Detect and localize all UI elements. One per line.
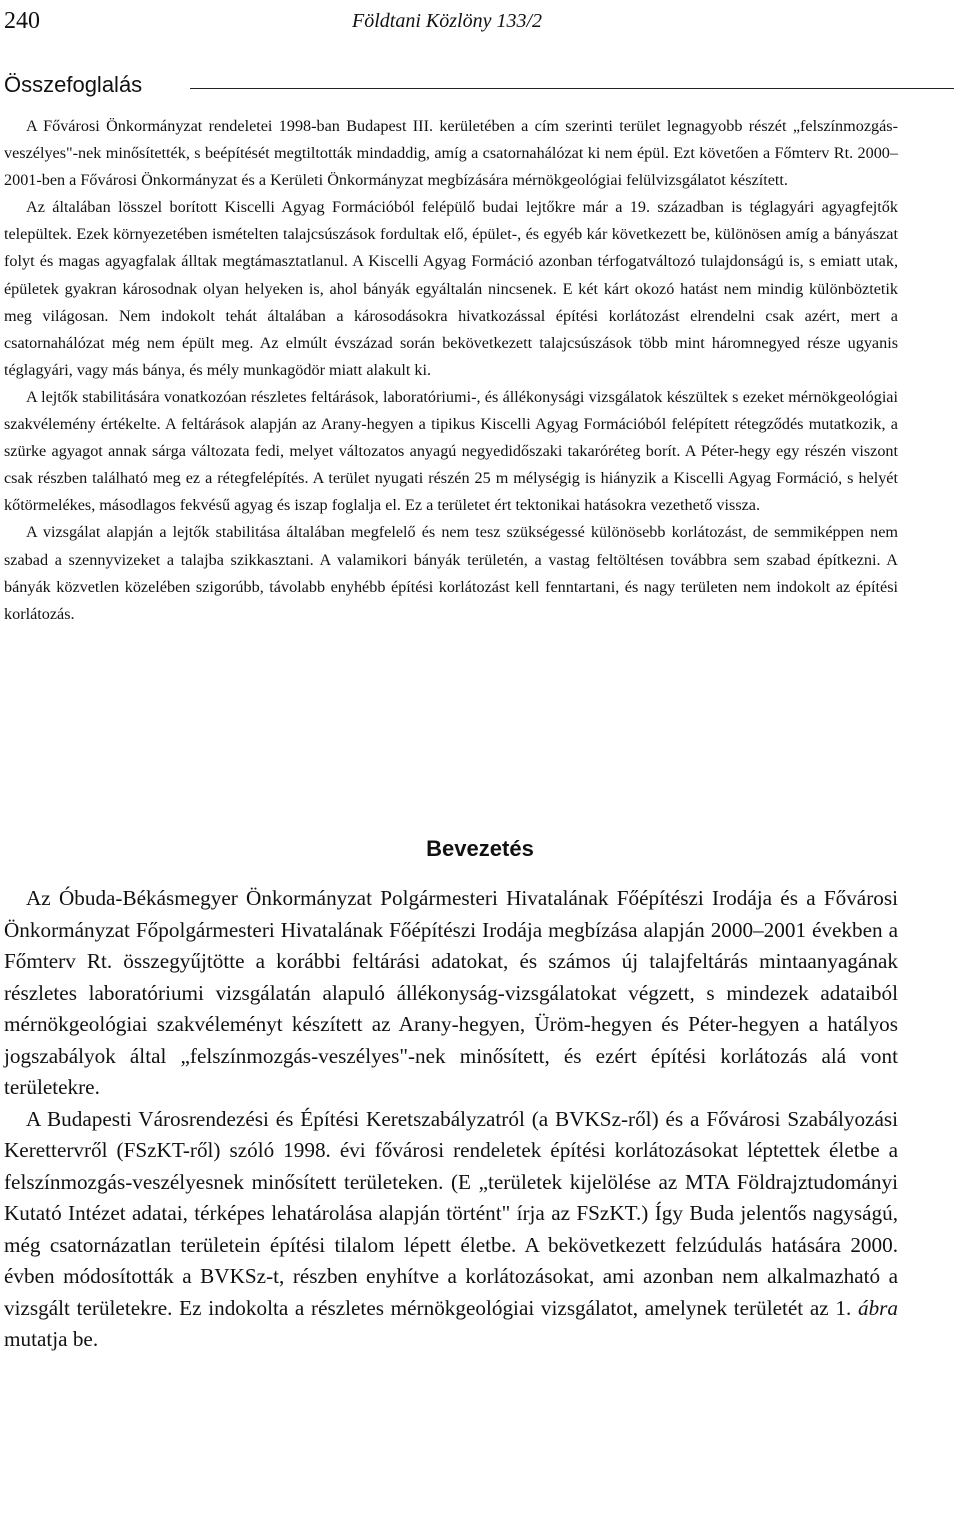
summary-paragraph: Az általában lösszel borított Kiscelli Agyag Formációból felépülő budai lejtőkre már a 19. században is téglagyári agyagfejtők települtek. Ezek környezetében ismételten talajcsúszások fordultak elő, épület-, és egyéb kár következett be, különösen amíg a bányászat folyt és magas agyagfalak álltak megtámasztatlanul. A Kiscelli Agyag Formáció azonban térfogatváltozó tulajdonságú is, s emiatt utak, épületek gyakran károsodnak olyan helyeken is, ahol bányák egyáltalán nincsenek. E két kárt okozó hatást nem mindig különböztetik meg világosan. Nem indokolt tehát általában a károsodásokra hivatkozással építési korlátozást elrendelni csak azért, mert a csatornahálózat még nem épült meg. Az elmúlt évszázad során bekövetkezett talajcsúszások több mint háromnegyed része ugyanis téglagyári, vagy más bánya, és mély munkagödör miatt alakult ki. <box>4 198 898 379</box>
summary-heading: Összefoglalás <box>4 72 150 98</box>
intro-paragraph-end: mutatja be. <box>4 1327 99 1351</box>
intro-paragraph: Az Óbuda-Békásmegyer Önkormányzat Polgármesteri Hivatalának Főépítészi Irodája és a Fővárosi Önkormányzat Főpolgármesteri Hivatalának Főépítészi Irodája megbízása alapján 2000–2001 években a Főmterv Rt. összegyűjtötte a korábbi feltárási adatokat, és számos új talajfeltárás mintaanyagának részletes laboratóriumi vizsgálatán alapuló állékonyság-vizsgálatokat végzett, s mindezek adataiból mérnökgeológiai szakvéleményt készített az Arany-hegyen, Üröm-hegyen és Péter-hegyen a hatályos jogszabályok által „felszínmozgás-veszélyes"-nek minősített, és ezért építési korlátozás alá vont területekre. <box>4 886 898 1099</box>
intro-section <box>4 883 898 1356</box>
summary-paragraph: A Fővárosi Önkormányzat rendeletei 1998-ban Budapest III. kerületében a cím szerinti terület legnagyobb részét „felszínmozgás-veszélyes"-nek minősítették, s beépítését megtiltották mindaddig, amíg a csatornahálózat ki nem épül. Ezt követően a Főmterv Rt. 2000–2001-ben a Fővárosi Önkormányzat és a Kerületi Önkormányzat megbízására mérnökgeológiai felülvizsgálatot készített. <box>4 117 898 190</box>
summary-paragraph: A lejtők stabilitására vonatkozóan részletes feltárások, laboratóriumi-, és állékonysági vizsgálatok készültek s ezeket mérnökgeológiai szakvélemény értékelte. A feltárások alapján az Arany-hegyen a tipikus Kiscelli Agyag Formációból felépített rétegződés mutatkozik, a szürke agyagot annak sárga változata fedi, melyet változatos anyagú negyedidőszaki takaróréteg borít. A Péter-hegy egy részén viszont csak részben található meg ez a rétegfelépítés. A terület nyugati részén 25 m mélységig is hiányzik a Kiscelli Agyag Formáció, s helyét kőtörmelékes, másodlagos fekvésű agyag és iszap foglalja el. Ez a területet ért tektonikai hatásokra vezethető vissza. <box>4 387 898 515</box>
summary-paragraph: A vizsgálat alapján a lejtők stabilitása általában megfelelő és nem tesz szükségessé különösebb korlátozást, de semmiképpen nem szabad a szennyvizeket a talajba szikkasztani. A valamikori bányák területén, a vastag feltöltésen továbbra sem szabad építkezni. A bányák közvetlen közelében szigorúbb, távolabb enyhébb építési korlátozást kell fenntartani, és nagy területen nem indokolt az építési korlátozás. <box>4 523 898 623</box>
journal-title: Földtani Közlöny 133/2 <box>352 10 542 32</box>
intro-heading: Bevezetés <box>426 836 534 861</box>
intro-paragraph-text: A Budapesti Városrendezési és Építési Keretszabályzatról (a BVKSz-ről) és a Fővárosi Szabályozási Kerettervről (FSzKT-ről) szóló 1998. évi fővárosi rendeletek építési korlátozásokat léptettek életbe a felszínmozgás-veszélyesnek minősített területeken. (E „területek kijelölése az MTA Földrajztudományi Kutató Intézet adatai, térképes lehatárolása alapján történt" írja az FSzKT.) Így Buda jelentős nagyságú, még csatornázatlan területein építési tilalom lépett életbe. A bekövetkezett felzúdulás hatására 2000. évben módosították a BVKSz-t, részben enyhítve a korlátozásokat, ami azonban nem alkalmazható a vizsgált területekre. Ez indokolta a részletes mérnökgeológiai vizsgálatot, amelynek területét az 1. <box>4 1106 898 1320</box>
heading-rule <box>190 88 954 89</box>
summary-section <box>4 113 898 628</box>
figure-reference: ábra <box>857 1295 898 1320</box>
page-number: 240 <box>4 8 40 34</box>
intro-paragraph <box>4 1104 898 1356</box>
summary-heading-row <box>4 72 954 102</box>
running-header <box>4 8 956 38</box>
